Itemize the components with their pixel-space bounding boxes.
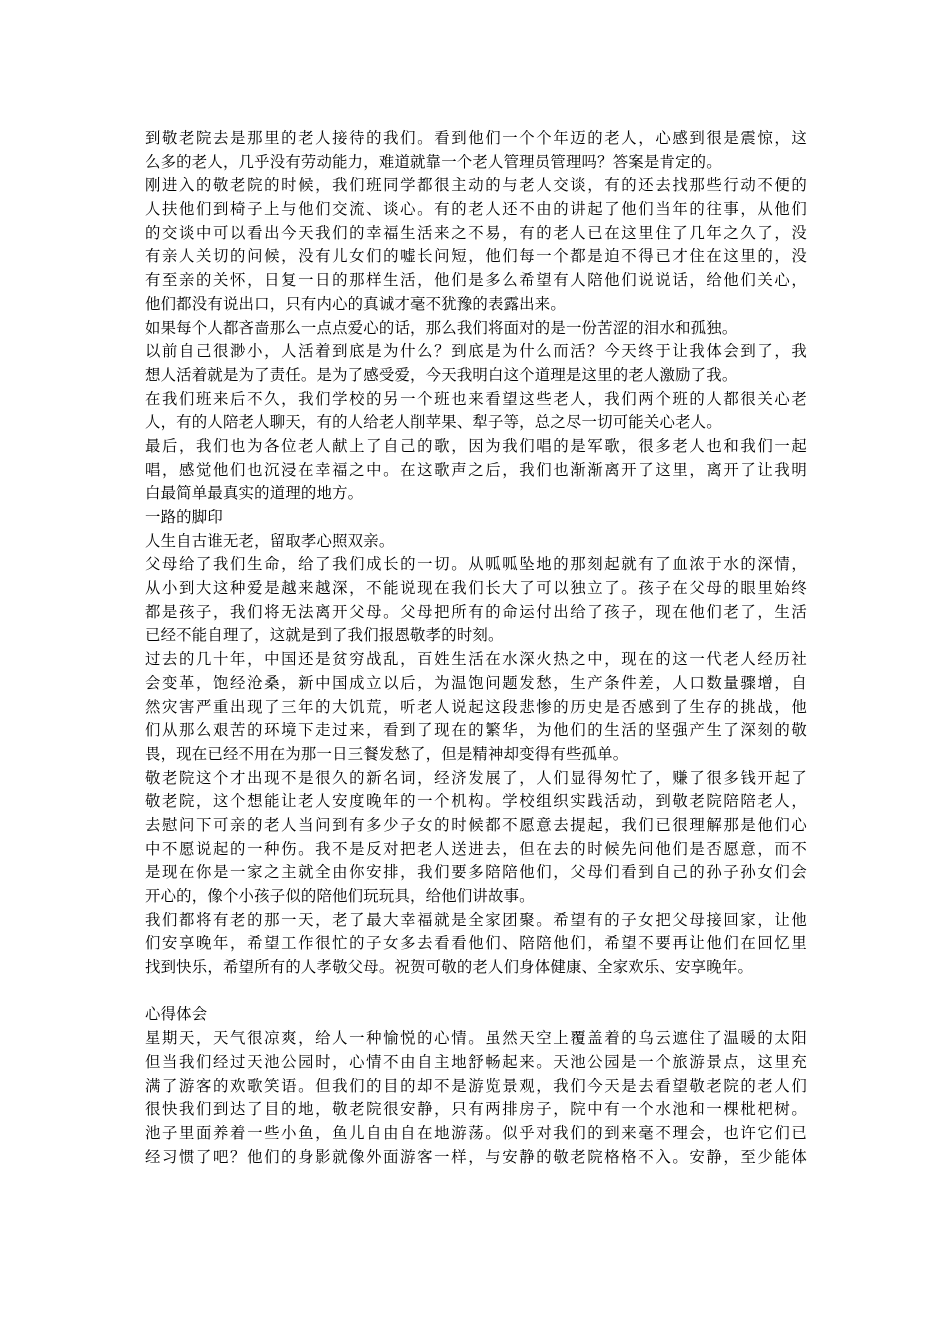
text-line: 但当我们经过天池公园时，心情不由自主地舒畅起来。天池公园是一个旅游景点，这里充 — [145, 1052, 807, 1071]
text-line: 找到快乐，希望所有的人孝敬父母。祝贺可敬的老人们身体健康、全家欢乐、安享晚年。 — [145, 958, 754, 977]
text-line: 如果每个人都吝啬那么一点点爱心的话，那么我们将面对的是一份苦涩的泪水和孤独。 — [145, 318, 738, 337]
text-line: 星期天，天气很凉爽，给人一种愉悦的心情。虽然天空上覆盖着的乌云遮住了温暖的太阳 — [145, 1029, 807, 1048]
text-line: 然灾害严重出现了三年的大饥荒，听老人说起这段悲惨的历史是否感到了生存的挑战，他 — [145, 697, 807, 716]
text-line: 过去的几十年，中国还是贫穷战乱，百姓生活在水深火热之中，现在的这一代老人经历社 — [145, 650, 807, 669]
text-line: 唱，感觉他们也沉浸在幸福之中。在这歌声之后，我们也渐渐离开了这里，离开了让我明 — [145, 460, 807, 479]
text-line: 他们都没有说出口，只有内心的真诚才毫不犹豫的表露出来。 — [145, 294, 566, 313]
text-line: 父母给了我们生命，给了我们成长的一切。从呱呱坠地的那刻起就有了血浓于水的深情， — [145, 555, 807, 574]
text-line: 人生自古谁无老，留取孝心照双亲。 — [145, 531, 395, 550]
text-line: 有至亲的关怀，日复一日的那样生活，他们是多么希望有人陪他们说说话，给他们关心， — [145, 271, 807, 290]
text-line: 是现在你是一家之主就全由你安排，我们要多陪陪他们，父母们看到自己的孙子孙女们会 — [145, 863, 807, 882]
text-line: 白最简单最真实的道理的地方。 — [145, 484, 364, 503]
text-line: 池子里面养着一些小鱼，鱼儿自由自在地游荡。似乎对我们的到来毫不理会，也许它们已 — [145, 1123, 807, 1142]
text-line: 已经不能自理了，这就是到了我们报恩敬孝的时刻。 — [145, 626, 504, 645]
text-line: 到敬老院去是那里的老人接待的我们。看到他们一个个年迈的老人，心感到很是震惊，这 — [145, 129, 807, 147]
text-line: 很快我们到达了目的地，敬老院很安静，只有两排房子，院中有一个水池和一棵枇杷树。 — [145, 1100, 807, 1119]
document-page — [145, 127, 807, 1169]
text-line: 人扶他们到椅子上与他们交流、谈心。有的老人还不由的讲起了他们当年的往事，从他们 — [145, 200, 807, 219]
text-line: 人，有的人陪老人聊天，有的人给老人削苹果、犁子等，总之尽一切可能关心老人。 — [145, 413, 722, 432]
text-line: 在我们班来后不久，我们学校的另一个班也来看望这些老人，我们两个班的人都很关心老 — [145, 389, 807, 408]
text-line: 开心的，像个小孩子似的陪他们玩玩具，给他们讲故事。 — [145, 887, 535, 905]
text-line: 以前自己很渺小，人活着到底是为什么？到底是为什么而活？今天终于让我体会到了，我 — [145, 342, 807, 361]
text-line: 敬老院，这个想能让老人安度晚年的一个机构。学校组织实践活动，到敬老院陪陪老人， — [145, 792, 807, 811]
text-line: 中不愿说起的一种伤。我不是反对把老人送进去，但在去的时候先问他们是否愿意，而不 — [145, 839, 807, 858]
text-line: 我们都将有老的那一天，老了最大幸福就是全家团聚。希望有的子女把父母接回家，让他 — [145, 910, 807, 929]
text-line: 从小到大这种爱是越来越深，不能说现在我们长大了可以独立了。孩子在父母的眼里始终 — [145, 579, 807, 598]
text-line: 有亲人关切的问候，没有儿女们的嘘长问短，他们每一个都是迫不得已才住在这里的，没 — [145, 247, 807, 266]
text-line: 去慰问下可亲的老人当问到有多少子女的时候都不愿意去提起，我们已很理解那是他们心 — [145, 815, 807, 834]
text-line: 满了游客的欢歌笑语。但我们的目的却不是游览景观，我们今天是去看望敬老院的老人们 — [145, 1076, 807, 1095]
blank-line — [145, 980, 807, 1004]
text-line: 畏，现在已经不用在为那一日三餐发愁了，但是精神却变得有些孤单。 — [145, 744, 629, 763]
text-line: 经习惯了吧？他们的身影就像外面游客一样，与安静的敬老院格格不入。安静，至少能体 — [145, 1147, 807, 1166]
text-line: 们从那么艰苦的环境下走过来，看到了现在的繁华，为他们的生活的坚强产生了深刻的敬 — [145, 721, 807, 740]
text-line: 最后，我们也为各位老人献上了自己的歌，因为我们唱的是军歌，很多老人也和我们一起 — [145, 436, 807, 455]
text-line: 么多的老人，几乎没有劳动能力，难道就靠一个老人管理员管理吗？答案是肯定的。 — [145, 152, 722, 171]
text-line: 敬老院这个才出现不是很久的新名词，经济发展了，人们显得匆忙了，赚了很多钱开起了 — [145, 768, 807, 787]
text-line: 心得体会 — [145, 1005, 208, 1024]
text-line: 们安享晚年，希望工作很忙的子女多去看看他们、陪陪他们，希望不要再让他们在回忆里 — [145, 934, 807, 953]
text-line: 都是孩子，我们将无法离开父母。父母把所有的命运付出给了孩子，现在他们老了，生活 — [145, 602, 807, 621]
text-line: 会变革，饱经沧桑，新中国成立以后，为温饱问题发愁，生产条件差，人口数量骤增，自 — [145, 673, 807, 692]
text-line: 刚进入的敬老院的时候，我们班同学都很主动的与老人交谈，有的还去找那些行动不便的 — [145, 176, 807, 195]
text-line: 的交谈中可以看出今天我们的幸福生活来之不易，有的老人已在这里住了几年之久了，没 — [145, 223, 807, 242]
text-line: 一路的脚印 — [145, 508, 223, 526]
text-line: 想人活着就是为了责任。是为了感受爱，今天我明白这个道理是这里的老人激励了我。 — [145, 365, 738, 384]
